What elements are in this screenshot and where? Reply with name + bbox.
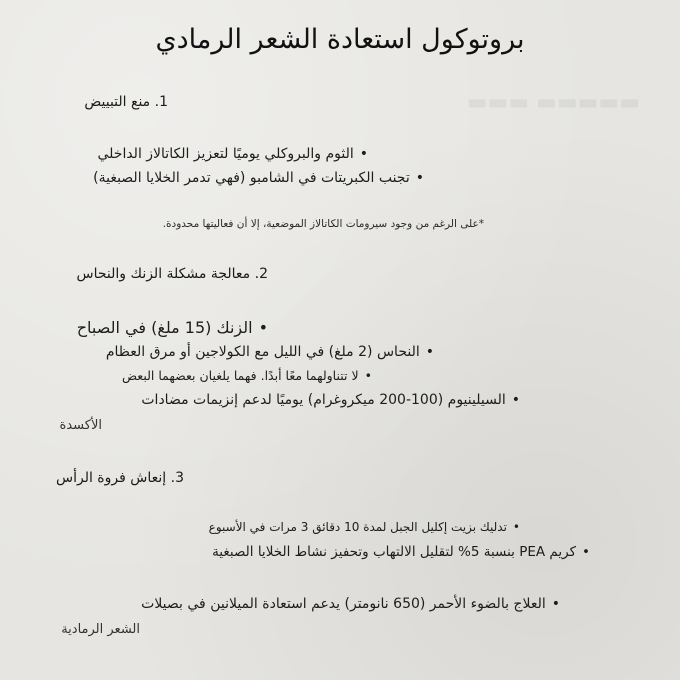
bullet-icon: • <box>258 318 268 337</box>
section-2-bullet-3: •لا تتناولهما معًا أبدًا. فهما يلغيان بعضهما البعض <box>121 368 372 383</box>
section-3-heading: 3. إنعاش فروة الرأس <box>56 470 184 486</box>
section-1-bullet-2: •تجنب الكبريتات في الشامبو (فهي تدمر الخلايا الصبغية) <box>93 170 424 186</box>
section-1-note: *على الرغم من وجود سيرومات الكاتالاز الموضعية، إلا أن فعاليتها محدودة. <box>162 218 484 230</box>
section-3-bullet-2: •كريم PEA بنسبة 5% لتقليل الالتهاب وتحفيز نشاط الخلايا الصبغية <box>212 544 590 560</box>
bullet-icon: • <box>425 344 434 360</box>
watermark-bleed: ▬▬▬▬▬ ▬▬▬ <box>466 90 640 115</box>
section-1-bullet-1: •الثوم والبروكلي يوميًا لتعزيز الكاتالاز الداخلي <box>97 146 368 162</box>
section-3-bullet-3-continuation: الشعر الرمادية <box>61 622 140 637</box>
section-2-bullet-4-continuation: الأكسدة <box>59 418 102 433</box>
bullet-icon: • <box>359 146 368 162</box>
bullet-icon: • <box>582 544 590 560</box>
section-3-bullet-3: •العلاج بالضوء الأحمر (650 نانومتر) يدعم استعادة الميلانين في بصيلات <box>141 596 560 612</box>
bullet-icon: • <box>512 520 520 534</box>
section-2-bullet-4: •السيلينيوم (100-200 ميكروغرام) يوميًا لدعم إنزيمات مضادات <box>141 392 520 408</box>
bullet-icon: • <box>551 596 560 612</box>
section-2-heading: 2. معالجة مشكلة الزنك والنحاس <box>76 266 268 282</box>
page-title: بروتوكول استعادة الشعر الرمادي <box>155 24 525 55</box>
bullet-icon: • <box>511 392 520 408</box>
section-3-bullet-1: •تدليك بزيت إكليل الجبل لمدة 10 دقائق 3 مرات في الأسبوع <box>208 520 520 534</box>
section-2-bullet-2: •النحاس (2 ملغ) في الليل مع الكولاجين أو مرق العظام <box>105 344 434 360</box>
section-2-bullet-1: •الزنك (15 ملغ) في الصباح <box>76 318 268 337</box>
section-1-heading: 1. منع التبييض <box>84 94 168 110</box>
bullet-icon: • <box>415 170 424 186</box>
bullet-icon: • <box>364 368 372 383</box>
